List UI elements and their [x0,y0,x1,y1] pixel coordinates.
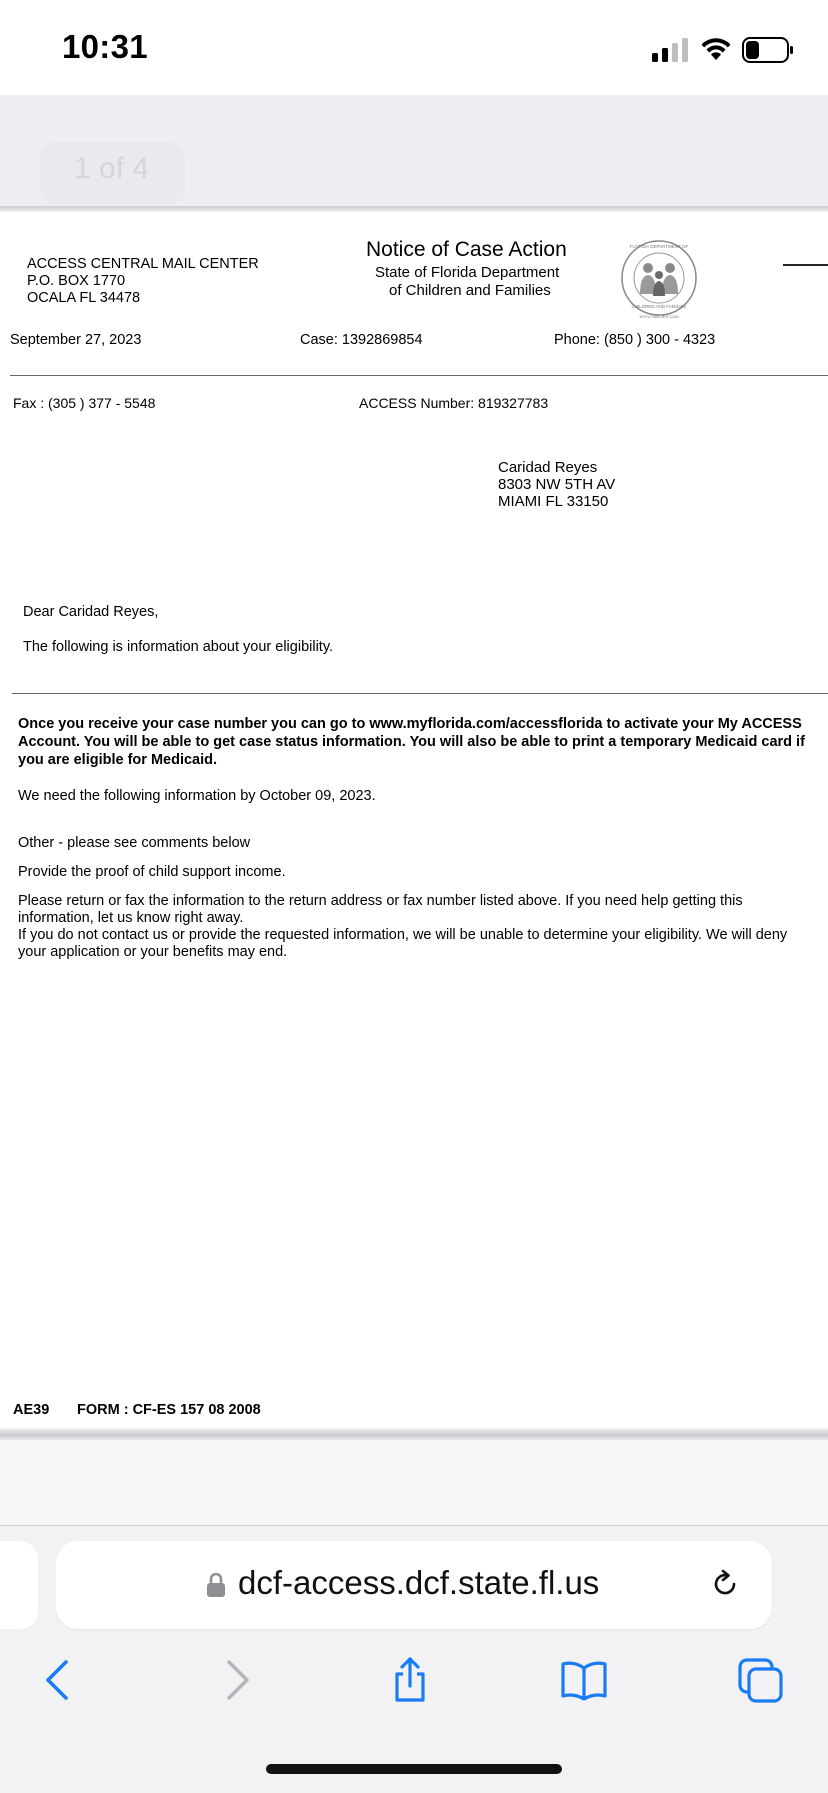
sender-line: ACCESS CENTRAL MAIL CENTER [27,256,259,272]
other-text: Other - please see comments below [18,835,251,851]
deadline-text: We need the following information by October 09, 2023. [18,788,376,804]
sender-line: P.O. BOX 1770 [27,273,126,289]
cellular-signal-icon [652,38,690,62]
salutation: Dear Caridad Reyes, [23,604,159,620]
return-instructions [18,893,818,961]
recipient-line: 8303 NW 5TH AV [498,476,616,493]
battery-icon [742,37,794,63]
form-code: AE39 [13,1402,50,1418]
notice-date: September 27, 2023 [10,332,142,348]
return-instructions-line: Please return or fax the information to the return address or fax number listed above. If you need help getting this information, let us know right away. [18,893,743,926]
recipient-address [498,459,615,510]
case-number: Case: 1392869854 [300,332,423,348]
share-icon[interactable] [386,1656,434,1704]
seal-text-top: FLORIDA DEPARTMENT OF [629,244,689,249]
tabs-icon[interactable] [736,1656,784,1704]
bookmarks-icon[interactable] [560,1656,608,1704]
recipient-line: Caridad Reyes [498,459,598,476]
notice-title: Notice of Case Action [366,238,567,261]
intro-text: The following is information about your eligibility. [23,639,334,655]
back-icon[interactable] [34,1656,82,1704]
phone-number: Phone: (850 ) 300 - 4323 [554,332,716,348]
return-instructions-line: If you do not contact us or provide the requested information, we will be unable to determine your eligibility. We will deny your application or your benefits may end. [18,927,788,960]
divider [12,693,828,694]
page-indicator [40,142,185,204]
department-line: State of Florida Department [375,264,560,281]
fax-number: Fax : (305 ) 377 - 5548 [13,395,156,411]
previous-tab-preview[interactable] [0,1541,38,1629]
home-indicator[interactable] [266,1764,562,1774]
seal-text-bottom: CHILDREN AND FAMILIES [631,304,687,309]
department-line: of Children and Families [389,282,551,299]
divider [10,375,828,376]
form-number: FORM : CF-ES 157 08 2008 [77,1402,261,1418]
seal-url: MYFLFAMILIES.COM [639,314,679,319]
url-text[interactable]: dcf-access.dcf.state.fl.us [238,1564,600,1601]
divider [783,264,828,266]
wifi-icon [700,36,732,62]
access-number: ACCESS Number: 819327783 [359,395,549,411]
request-text: Provide the proof of child support income. [18,864,286,880]
recipient-line: MIAMI FL 33150 [498,493,609,510]
pdf-viewer-background [0,1440,828,1525]
page-top-edge [0,206,828,212]
page-indicator-label: 1 of 4 [74,152,150,185]
lock-icon [206,1572,226,1598]
sender-address [27,256,259,307]
dcf-seal-logo [618,238,700,320]
sender-line: OCALA FL 34478 [27,290,141,306]
status-time: 10:31 [62,28,148,65]
account-activation-paragraph: Once you receive your case number you can go to www.myflorida.com/accessflorida to activate your My ACCESS Account. You will be able to get case status information. You will also be able to print a temporary Medicaid card if you are eligible for Medicaid. [18,716,805,768]
reload-icon[interactable] [708,1567,742,1601]
page-bottom-edge [0,1428,828,1440]
forward-icon[interactable] [213,1656,261,1704]
